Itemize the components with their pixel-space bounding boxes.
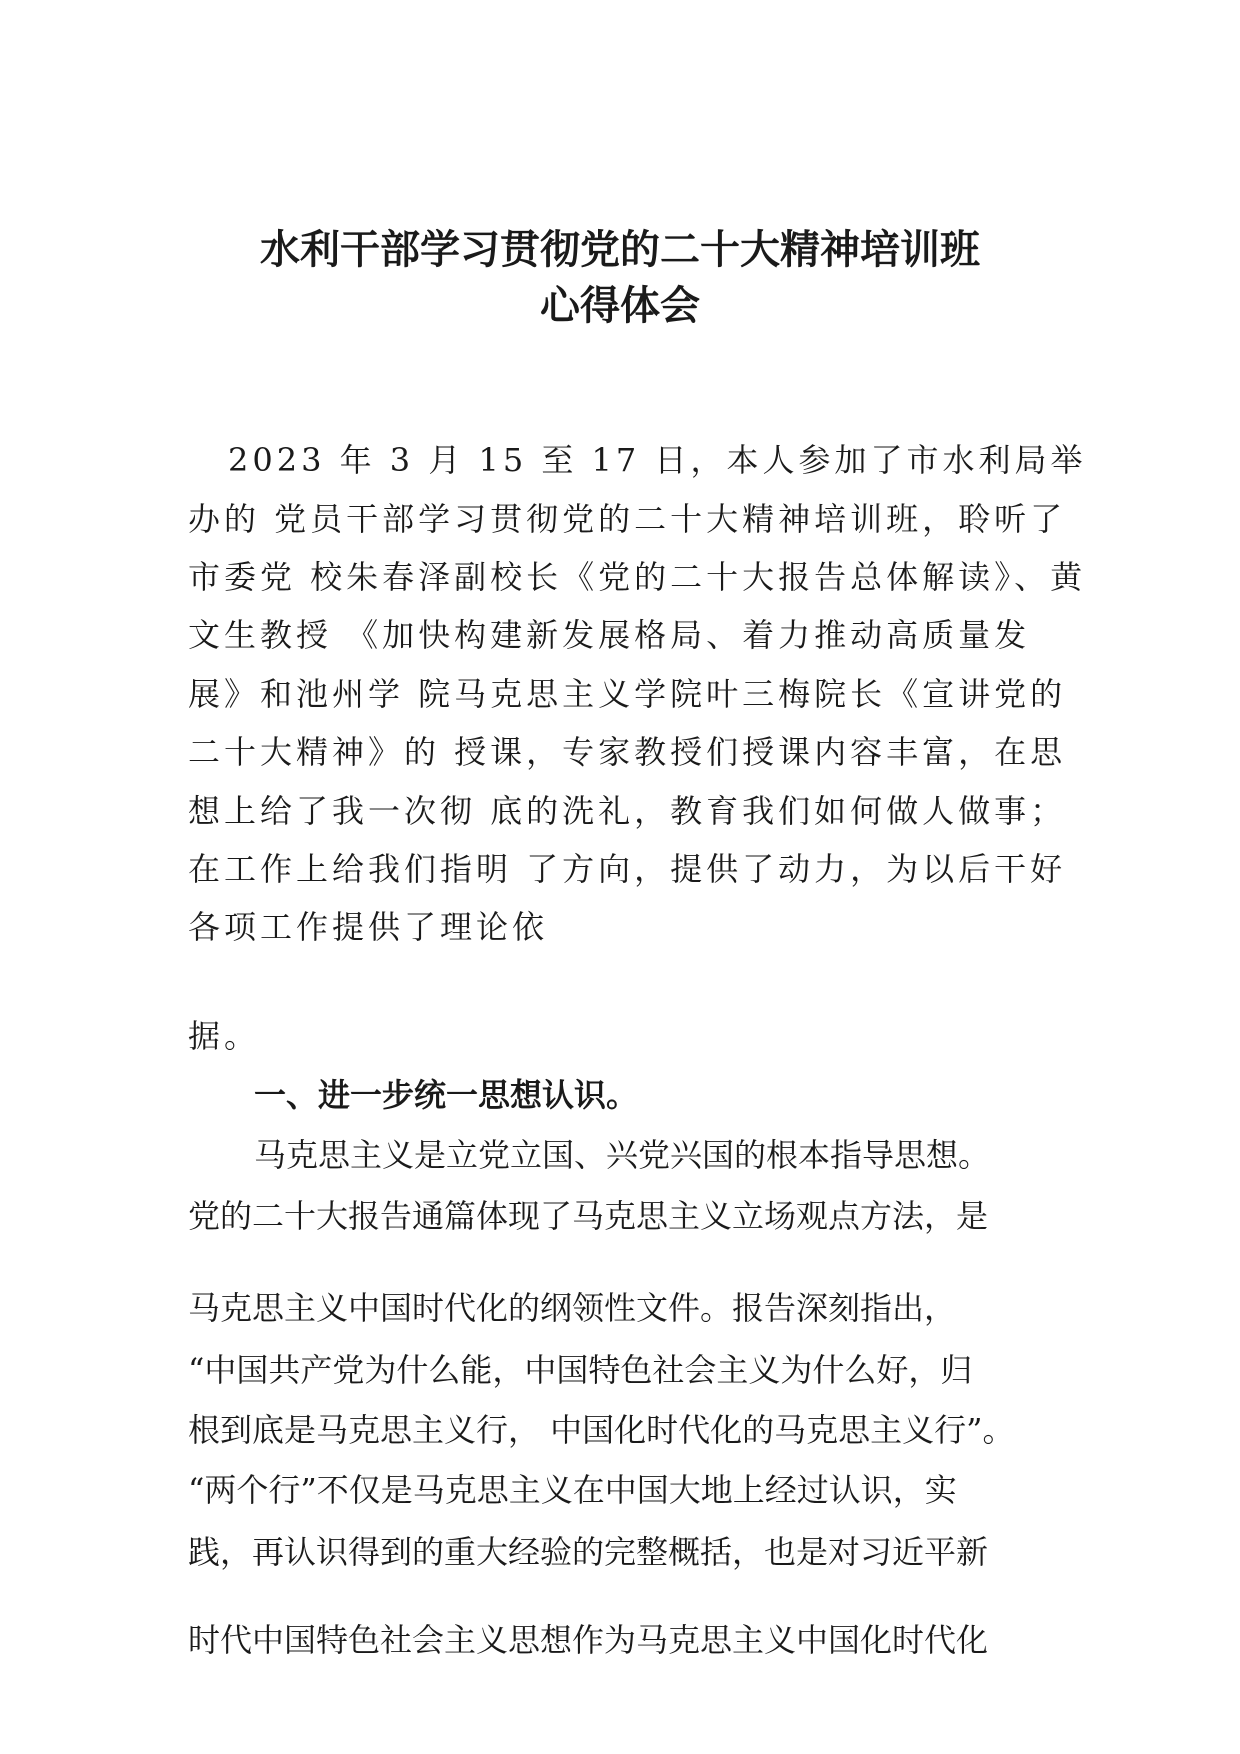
intro-line-6: 二十大精神》的 授课，专家教授们授课内容丰富，在思 (188, 733, 1067, 771)
intro-line-3: 市委党 校朱春泽副校长《党的二十大报告总体解读》、黄 (188, 558, 1087, 596)
section-1-line-4: “中国共产党为什么能，中国特色社会主义为什么好，归 (188, 1351, 973, 1389)
section-1-line-6: “两个行”不仅是马克思主义在中国大地上经过认识，实 (188, 1471, 957, 1509)
section-1-line-2: 党的二十大报告通篇体现了马克思主义立场观点方法，是 (188, 1197, 989, 1235)
intro-line-1: 2023 年 3 月 15 至 17 日，本人参加了市水利局举 (228, 441, 1087, 479)
document-title-line-2: 心得体会 (540, 283, 700, 329)
intro-line-8: 在工作上给我们指明 了方向，提供了动力，为以后干好 (188, 850, 1067, 888)
intro-line-4: 文生教授 《加快构建新发展格局、着力推动高质量发 (188, 616, 1031, 654)
section-1-heading: 一、进一步统一思想认识。 (254, 1076, 639, 1114)
intro-line-5: 展》和池州学 院马克思主义学院叶三梅院长《宣讲党的 (188, 675, 1067, 713)
section-1-line-3: 马克思主义中国时代化的纲领性文件。报告深刻指出， (188, 1289, 957, 1327)
section-1-line-7: 践，再认识得到的重大经验的完整概括，也是对习近平新 (188, 1533, 989, 1571)
document-title-line-1: 水利干部学习贯彻党的二十大精神培训班 (260, 227, 980, 273)
intro-line-10: 据。 (188, 1017, 261, 1055)
intro-line-2: 办的 党员干部学习贯彻党的二十大精神培训班，聆听了 (188, 500, 1067, 538)
intro-line-7: 想上给了我一次彻 底的洗礼，教育我们如何做人做事； (188, 792, 1067, 830)
section-1-line-5: 根到底是马克思主义行， 中国化时代化的马克思主义行”。 (188, 1411, 1015, 1449)
section-1-line-1: 马克思主义是立党立国、兴党兴国的根本指导思想。 (254, 1136, 991, 1174)
section-1-line-8: 时代中国特色社会主义思想作为马克思主义中国化时代化 (188, 1621, 989, 1659)
intro-line-9: 各项工作提供了理论依 (188, 908, 549, 946)
